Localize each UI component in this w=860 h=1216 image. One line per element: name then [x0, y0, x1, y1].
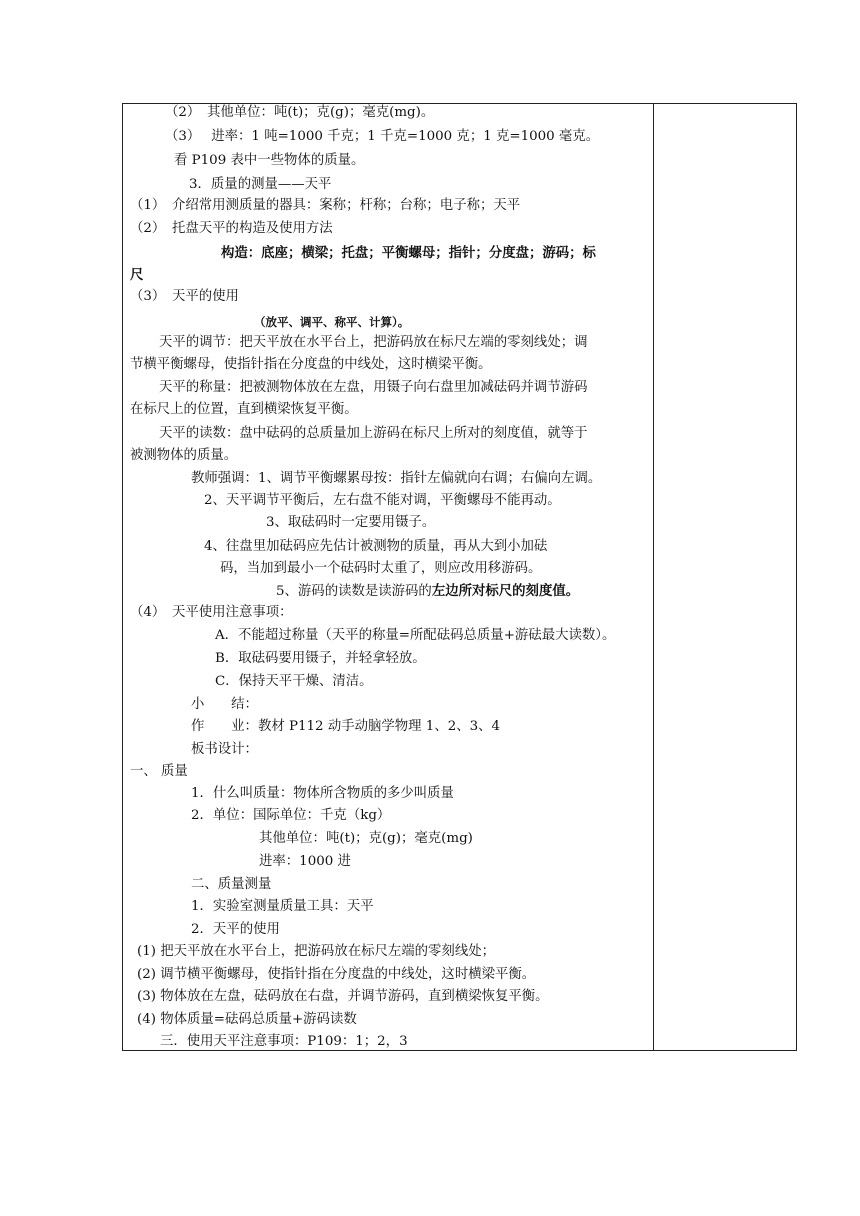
text-line: C．保持天平干燥、清洁。 — [215, 674, 373, 689]
text-line: （1） 介绍常用测质量的器具：案称；杆称；台称；电子称；天平 — [130, 198, 521, 213]
structure-line: 尺 — [130, 267, 144, 283]
text-line: 板书设计： — [191, 742, 258, 757]
text-line: (1) 把天平放在水平台上，把游码放在标尺左端的零刻线处； — [137, 944, 495, 959]
emphasis-span: 左边所对标尺的刻度值。 — [431, 583, 580, 599]
text-line: 看 P109 表中一些物体的质量。 — [174, 153, 365, 168]
text-line: 1．什么叫质量：物体所含物质的多少叫质量 — [191, 786, 454, 801]
text-line: （3） 天平的使用 — [130, 289, 239, 304]
text-line: 天平的读数：盘中砝码的总质量加上游码在标尺上所对的刻度值，就等于 — [159, 426, 588, 441]
text-line: （2） 托盘天平的构造及使用方法 — [130, 221, 333, 236]
text-line: A．不能超过称量（天平的称量=所配砝码总质量+游砝最大读数）。 — [215, 628, 616, 643]
text-line: 三．使用天平注意事项：P109：1；2，3 — [160, 1034, 408, 1049]
text-line: 1．实验室测量质量工具：天平 — [191, 899, 374, 914]
text-line: 教师强调：1、调节平衡螺累母按：指针左偏就向右调；右偏向左调。 — [191, 471, 602, 486]
text-line: 进率：1000 进 — [259, 854, 351, 869]
text-line: 码，当加到最小一个砝码时太重了，则应改用移游码。 — [220, 561, 542, 576]
structure-line: 构造：底座；横梁；托盘；平衡螺母；指针；分度盘；游码；标 — [221, 245, 596, 261]
text-line: 3、取砝码时一定要用镊子。 — [266, 515, 436, 530]
text-line: 在标尺上的位置，直到横梁恢复平衡。 — [130, 402, 358, 417]
text-line: 节横平衡螺母，使指针指在分度盘的中线处，这时横梁平衡。 — [130, 357, 492, 372]
text-line: （2） 其他单位：吨(t)；克(g)；毫克(mg)。 — [165, 105, 435, 120]
text-line: (2) 调节横平衡螺母，使指针指在分度盘的中线处，这时横梁平衡。 — [137, 967, 536, 982]
text-line: 天平的调节：把天平放在水平台上，把游码放在标尺左端的零刻线处；调 — [159, 335, 588, 350]
text-line: 2．单位：国际单位：千克（kg） — [191, 808, 391, 823]
text-span: 5、游码的读数是读游码的 — [276, 584, 432, 599]
section-heading: 3．质量的测量——天平 — [189, 177, 332, 192]
text-line: (3) 物体放在左盘，砝码放在右盘，并调节游码，直到横梁恢复平衡。 — [137, 989, 549, 1004]
text-line: 4、往盘里加砝码应先估计被测物的质量，再从大到小加砝 — [204, 539, 548, 554]
text-line: （3） 进率：1 吨=1000 千克；1 千克=1000 克；1 克=1000 毫克。 — [165, 129, 600, 144]
text-line: 2．天平的使用 — [191, 922, 280, 937]
text-line: 2、天平调节平衡后，左右盘不能对调，平衡螺母不能再动。 — [204, 493, 561, 508]
section-heading: 一、 质量 — [130, 764, 188, 779]
text-line: 被测物体的质量。 — [130, 448, 238, 463]
text-line: 天平的称量：把被测物体放在左盘，用镊子向右盘里加减砝码并调节游码 — [159, 380, 588, 395]
text-line — [276, 581, 579, 602]
text-line: （4） 天平使用注意事项： — [130, 605, 293, 620]
text-line: (4) 物体质量=砝码总质量+游码读数 — [137, 1012, 357, 1027]
steps-summary: （放平、调平、称平、计算）。 — [254, 315, 410, 329]
text-line: 作 业：教材 P112 动手动脑学物理 1、2、3、4 — [191, 719, 501, 734]
text-line: 其他单位：吨(t)；克(g)；毫克(mg) — [259, 831, 473, 846]
table-column-divider — [653, 103, 654, 1051]
text-line: 小 结： — [191, 697, 258, 712]
text-line: B．取砝码要用镊子，并轻拿轻放。 — [215, 651, 426, 666]
section-heading: 二、质量测量 — [191, 877, 272, 892]
